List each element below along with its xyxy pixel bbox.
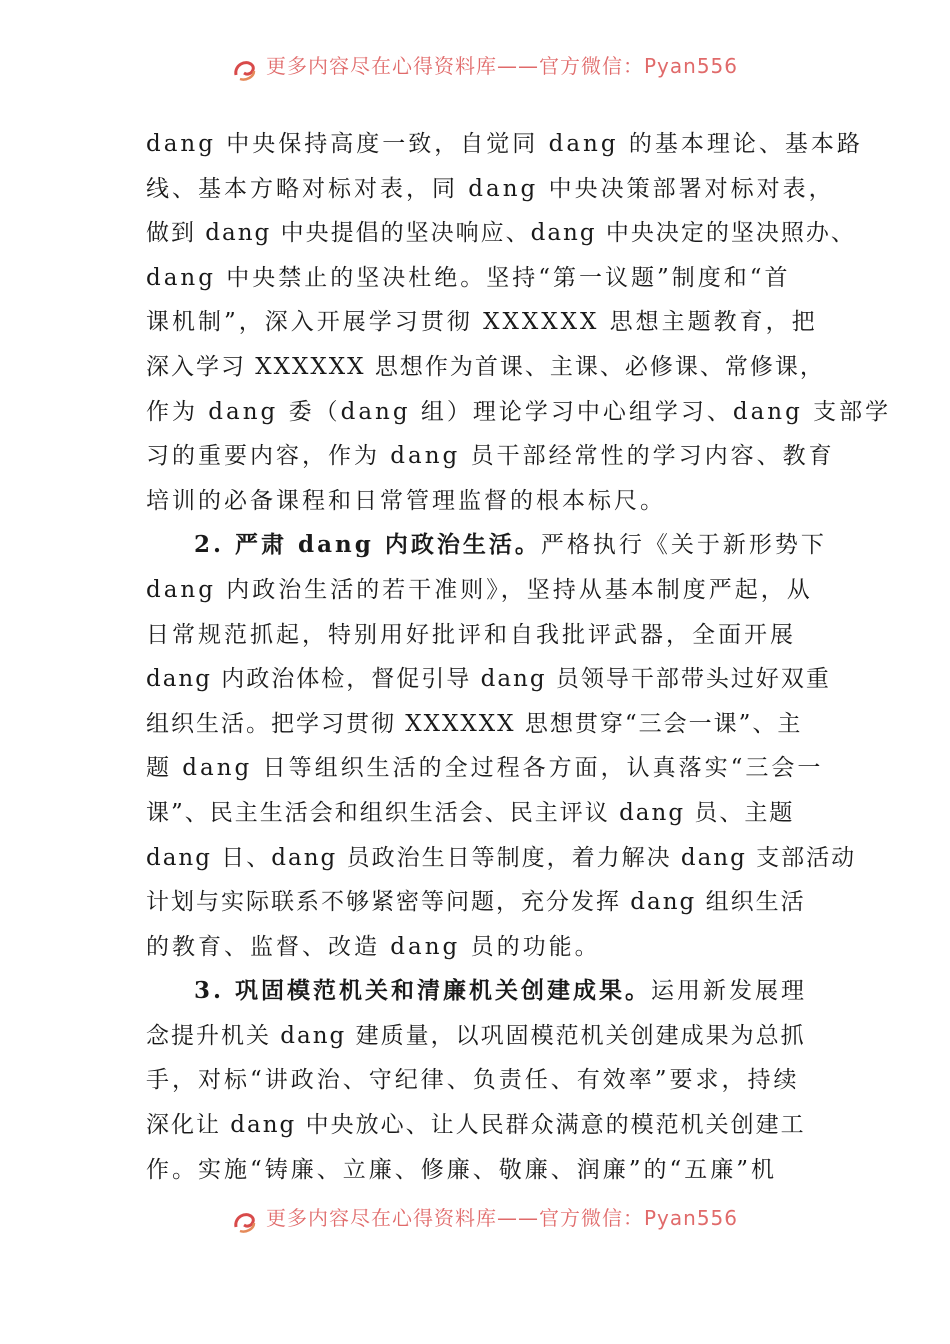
paragraph-line: 深化让 dang 中央放心、让人民群众满意的模范机关创建工: [146, 1112, 806, 1139]
paragraph-line: 线、基本方略对标对表，同 dang 中央决策部署对标对表，: [146, 175, 835, 202]
watermark-banner-bottom: [232, 1205, 739, 1236]
paragraph-line: 手，对标“讲政治、守纪律、负责任、有效率”要求，持续: [146, 1067, 800, 1094]
paragraph-line: dang 日、dang 员政治生日等制度，着力解决 dang 支部活动: [146, 844, 857, 871]
swirl-logo-icon: [232, 1209, 258, 1235]
watermark-text: 更多内容尽在心得资料库——官方微信：Pyan556: [266, 1205, 739, 1230]
paragraph-line: 深入学习 XXXXXX 思想作为首课、主课、必修课、常修课，: [146, 353, 825, 380]
paragraph-line: 作为 dang 委（dang 组）理论学习中心组学习、dang 支部学: [146, 398, 892, 425]
paragraph-line: 作。实施“铸廉、立廉、修廉、敬廉、润廉”的“五廉”机: [146, 1156, 778, 1183]
paragraph-line: 课”、民主生活会和组织生活会、民主评议 dang 员、主题: [146, 799, 795, 826]
section-3-text: 运用新发展理: [651, 978, 808, 1005]
watermark-banner-top: [232, 53, 739, 84]
document-body: [146, 122, 892, 1192]
paragraph-line: 课机制”，深入开展学习贯彻 XXXXXX 思想主题教育，把: [146, 309, 818, 336]
section-2-heading: 2. 严肃 dang 内政治生活。: [194, 531, 541, 559]
paragraph-line: dang 内政治体检，督促引导 dang 员领导干部带头过好双重: [146, 666, 831, 693]
paragraph-line: dang 中央保持高度一致，自觉同 dang 的基本理论、基本路: [146, 131, 863, 157]
swirl-logo-icon: [232, 57, 258, 83]
paragraph-line: 题 dang 日等组织生活的全过程各方面，认真落实“三会一: [146, 755, 824, 782]
paragraph-line: dang 中央禁止的坚决杜绝。坚持“第一议题”制度和“首: [146, 264, 791, 291]
watermark-text: 更多内容尽在心得资料库——官方微信：Pyan556: [266, 53, 739, 78]
paragraph-line: 的教育、监督、改造 dang 员的功能。: [146, 933, 601, 960]
paragraph-line: dang 内政治生活的若干准则》，坚持从基本制度严起，从: [146, 576, 813, 603]
section-3-first-line: [146, 969, 810, 1014]
paragraph-line: 培训的必备课程和日常管理监督的根本标尺。: [146, 487, 666, 514]
paragraph-line: 计划与实际联系不够紧密等问题，充分发挥 dang 组织生活: [146, 889, 806, 916]
paragraph-line: 念提升机关 dang 建质量，以巩固模范机关创建成果为总抓: [146, 1022, 806, 1049]
paragraph-line: 日常规范抓起，特别用好批评和自我批评武器，全面开展: [146, 621, 796, 648]
paragraph-line: 做到 dang 中央提倡的坚决响应、dang 中央决定的坚决照办、: [146, 220, 856, 247]
section-3-heading: 3. 巩固模范机关和清廉机关创建成果。: [194, 977, 652, 1005]
section-2-text: 严格执行《关于新形势下: [540, 532, 827, 559]
paragraph-line: 习的重要内容，作为 dang 员干部经常性的学习内容、教育: [146, 443, 835, 470]
section-2-first-line: [146, 523, 827, 568]
paragraph-line: 组织生活。把学习贯彻 XXXXXX 思想贯穿“三会一课”、主: [146, 710, 803, 737]
